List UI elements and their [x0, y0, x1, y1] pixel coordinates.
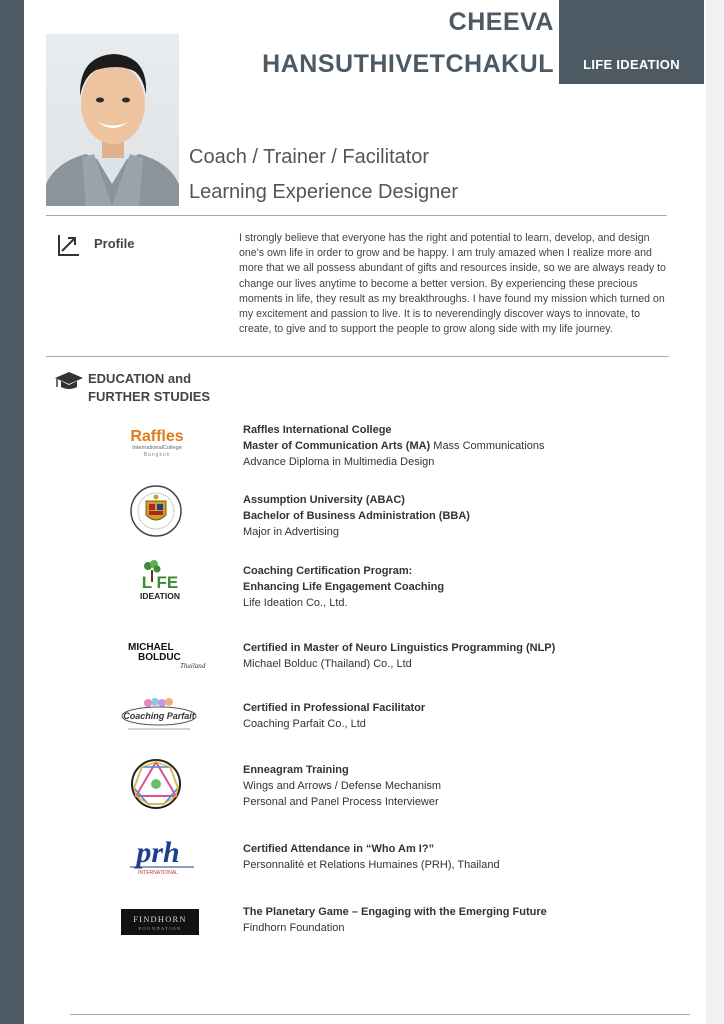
entry-degree: [243, 438, 545, 454]
education-entry-nlp: [243, 640, 555, 672]
entry-institution: Raffles International College: [243, 424, 392, 436]
entry-provider: Life Ideation Co., Ltd.: [243, 597, 348, 609]
brand-tag: LIFE IDEATION: [583, 57, 680, 72]
raffles-logo-city: Bangkok: [143, 452, 171, 458]
education-heading-line-1: EDUCATION and: [88, 371, 192, 386]
trend-arrow-icon: [57, 233, 81, 257]
entry-certification: Certified Attendance in “Who Am I?”: [243, 843, 435, 855]
education-entry-assumption: [243, 492, 470, 540]
education-entry-life-ideation: [243, 563, 444, 611]
education-heading-line-2: FURTHER STUDIES: [88, 389, 211, 404]
michael-bolduc-logo: [126, 638, 206, 670]
entry-program: Enneagram Training: [243, 764, 349, 776]
role-line-1: Coach / Trainer / Facilitator: [189, 146, 430, 168]
entry-program-name: Enhancing Life Engagement Coaching: [243, 581, 445, 593]
education-entry-enneagram: [243, 762, 441, 810]
profile-text: I strongly believe that everyone has the right and potential to learn, develop, and design one's own life in order to grow and be happy. I am truly amazed when I realize more and more that we all possess abundant of gifts and resources inside, so we are always ready to change our lives anytime to become a better version. By experiencing these precious moments in life, they result as my breakthroughs. I have found my mission which turned on my excitement and passion to live. It is to neverendingly discover ways to innovate, to create, to give and to support the people to grow along side with my life journey.: [239, 232, 666, 336]
entry-program: The Planetary Game – Engaging with the Emerging Future: [243, 906, 547, 918]
left-accent-bar: [0, 0, 24, 1024]
divider-bottom: [70, 1014, 690, 1015]
education-entry-findhorn: [243, 904, 547, 936]
prh-logo: [122, 836, 198, 876]
entry-detail: Wings and Arrows / Defense Mechanism: [243, 780, 442, 792]
role-line-2: Learning Experience Designer: [189, 181, 459, 203]
entry-detail: Advance Diploma in Multimedia Design: [243, 456, 435, 468]
profile-photo: [46, 34, 179, 206]
entry-detail: Major in Advertising: [243, 526, 339, 538]
life-ideation-logo: [132, 560, 188, 606]
graduation-cap-icon: [54, 370, 84, 392]
entry-degree-major: Mass Communications: [430, 440, 545, 452]
entry-degree: Bachelor of Business Administration (BBA): [243, 510, 470, 522]
michael-bolduc-logo-text-1: MICHAEL: [128, 642, 174, 653]
michael-bolduc-logo-text-2: BOLDUC: [138, 652, 181, 663]
education-heading: [88, 370, 210, 406]
divider-top: [46, 215, 667, 216]
divider-middle: [46, 356, 669, 357]
michael-bolduc-logo-text-3: Thailand: [180, 662, 206, 670]
first-name: CHEEVA: [448, 8, 554, 36]
entry-provider: Michael Bolduc (Thailand) Co., Ltd: [243, 658, 412, 670]
entry-detail-2: Personal and Panel Process Interviewer: [243, 796, 439, 808]
coaching-parfait-logo: [120, 696, 198, 732]
entry-degree-title: Master of Communication Arts (MA): [243, 440, 431, 452]
last-name: HANSUTHIVETCHAKUL: [262, 50, 554, 78]
findhorn-logo-subtext: FOUNDATION: [138, 926, 182, 931]
education-entry-facilitator: [243, 700, 425, 732]
raffles-logo-text: Raffles: [130, 428, 184, 445]
entry-institution: Assumption University (ABAC): [243, 494, 405, 506]
assumption-university-seal: [130, 485, 182, 537]
right-margin-strip: [706, 0, 724, 1024]
life-ideation-logo-subtext: IDEATION: [140, 591, 180, 601]
education-entry-raffles: [243, 422, 545, 470]
enneagram-logo: [130, 758, 182, 810]
entry-provider: Personnalité et Relations Humaines (PRH), Thailand: [243, 859, 500, 871]
raffles-logo-subtext: InternationalCollege: [132, 445, 182, 451]
entry-certification: Certified in Professional Facilitator: [243, 702, 426, 714]
entry-provider: Coaching Parfait Co., Ltd: [243, 718, 366, 730]
findhorn-logo-text: FINDHORN: [133, 914, 187, 924]
education-entry-prh: [243, 841, 500, 873]
coaching-parfait-logo-text: Coaching Parfait: [123, 711, 195, 721]
prh-logo-text: prh: [136, 836, 180, 869]
brand-tag-box: [559, 0, 704, 84]
life-ideation-logo-text: L FE: [141, 573, 179, 592]
profile-heading: Profile: [94, 236, 135, 251]
entry-provider: Findhorn Foundation: [243, 922, 345, 934]
prh-logo-subtext: INTERNATIONAL: [138, 870, 178, 876]
entry-program: Coaching Certification Program:: [243, 565, 413, 577]
findhorn-logo: [121, 909, 199, 935]
entry-certification: Certified in Master of Neuro Linguistics Programming (NLP): [243, 642, 556, 654]
raffles-logo: [120, 425, 195, 459]
